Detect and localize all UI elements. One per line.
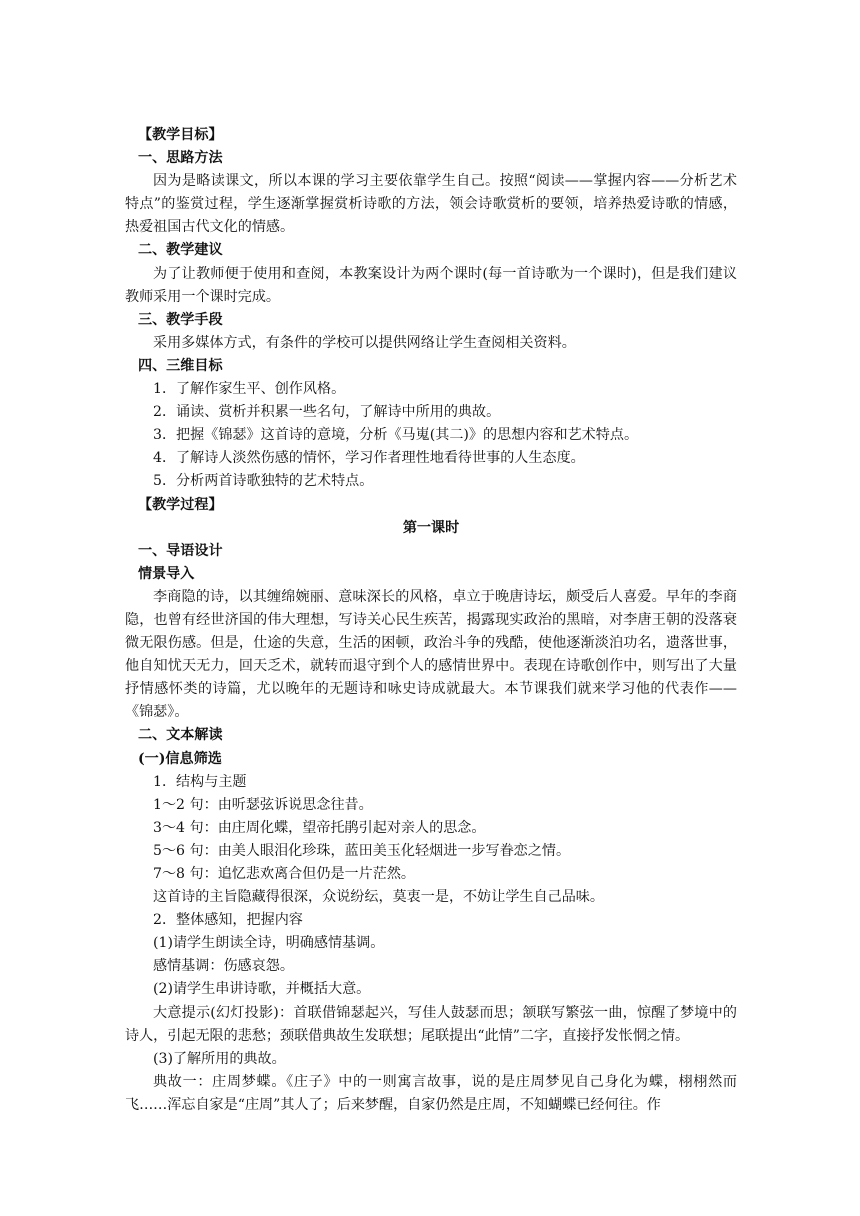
heading-goals: 四、三维目标 bbox=[138, 357, 223, 374]
question-allusion: (3)了解所用的典故。 bbox=[153, 1050, 286, 1067]
paragraph-means: 采用多媒体方式，有条件的学校可以提供网络让学生查阅相关资料。 bbox=[153, 334, 576, 351]
heading-means: 三、教学手段 bbox=[138, 311, 223, 328]
lesson-title: 第一课时 bbox=[402, 519, 460, 536]
heading-text-reading: 二、文本解读 bbox=[138, 727, 223, 744]
paragraph-intro: 李商隐的诗，以其缠绵婉丽、意味深长的风格，卓立于晚唐诗坛，颇受后人喜爱。早年的李商隐，也曾有经世济国的伟大理想，写诗关心民生疾苦，揭露现实政治的黑暗，对李唐王朝的没落衰微无限伤感。但是，仕途的失意，生活的困顿，政治斗争的残酷，使他逐渐淡泊功名，遗落世事，他自知忧天无力，回天乏术，就转而退守到个人的感情世界中。表现在诗歌创作中，则写出了大量抒情感怀类的诗篇，尤以晚年的无题诗和咏史诗成就最大。本节课我们就来学习他的代表作——《锦瑟》。 bbox=[125, 588, 737, 721]
goal-item: 3．把握《锦瑟》这首诗的意境，分析《马嵬(其二)》的思想内容和艺术特点。 bbox=[153, 427, 639, 444]
heading-approach: 一、思路方法 bbox=[138, 150, 223, 167]
paragraph-allusion: 典故一：庄周梦蝶。《庄子》中的一则寓言故事，说的是庄周梦见自己身化为蝶，栩栩然而飞……浑忘自家是“庄周”其人了；后来梦醒，自家仍然是庄周，不知蝴蝶已经何往。作 bbox=[125, 1073, 737, 1113]
section-title-teaching-process: 【教学过程】 bbox=[138, 496, 223, 513]
structure-line: 3～4 句：由庄周化蝶，望帝托鹃引起对亲人的思念。 bbox=[153, 819, 486, 836]
goal-item: 2．诵读、赏析并积累一些名句，了解诗中所用的典故。 bbox=[153, 404, 501, 421]
structure-line: 5～6 句：由美人眼泪化珍珠，蓝田美玉化轻烟进一步写眷恋之情。 bbox=[153, 842, 571, 859]
goal-item: 4．了解诗人淡然伤感的情怀，学习作者理性地看待世事的人生态度。 bbox=[153, 450, 585, 467]
heading-intro-design: 一、导语设计 bbox=[138, 542, 223, 559]
goal-item: 5．分析两首诗歌独特的艺术特点。 bbox=[153, 473, 374, 490]
item-structure-theme: 1．结构与主题 bbox=[153, 773, 247, 790]
structure-line: 1～2 句：由听瑟弦诉说思念往昔。 bbox=[153, 796, 373, 813]
paragraph-approach: 因为是略读课文，所以本课的学习主要依靠学生自己。按照“阅读——掌握内容——分析艺术特点”的鉴赏过程，学生逐渐掌握赏析诗歌的方法，领会诗歌赏析的要领，培养热爱诗歌的情感，热爱祖国古代文化的情感。 bbox=[125, 173, 737, 236]
question-explain: (2)请学生串讲诗歌，并概括大意。 bbox=[153, 981, 371, 998]
subheading-scene-intro: 情景导入 bbox=[138, 565, 195, 582]
subheading-info-filter: (一)信息筛选 bbox=[138, 750, 222, 767]
section-title-teaching-goals: 【教学目标】 bbox=[138, 127, 223, 143]
paragraph-suggestion: 为了让教师便于使用和查阅，本教案设计为两个课时(每一首诗歌为一个课时)，但是我们建议教师采用一个课时完成。 bbox=[125, 265, 737, 305]
item-overall-perception: 2．整体感知，把握内容 bbox=[153, 912, 303, 929]
structure-line: 7～8 句：追忆悲欢离合但仍是一片茫然。 bbox=[153, 866, 416, 882]
question-read: (1)请学生朗读全诗，明确感情基调。 bbox=[153, 935, 385, 952]
document-page bbox=[125, 124, 737, 1117]
answer-tone: 感情基调：伤感哀怨。 bbox=[153, 958, 294, 975]
paragraph-theme: 这首诗的主旨隐藏得很深，众说纷纭，莫衷一是，不妨让学生自己品味。 bbox=[153, 889, 604, 906]
heading-suggestion: 二、教学建议 bbox=[138, 242, 223, 259]
paragraph-summary: 大意提示(幻灯投影)：首联借锦瑟起兴，写佳人鼓瑟而思；颔联写繁弦一曲，惊醒了梦境中的诗人，引起无限的悲愁；颈联借典故生发联想；尾联提出“此情”二字，直接抒发怅惘之情。 bbox=[125, 1004, 737, 1044]
goal-item: 1．了解作家生平、创作风格。 bbox=[153, 381, 346, 398]
